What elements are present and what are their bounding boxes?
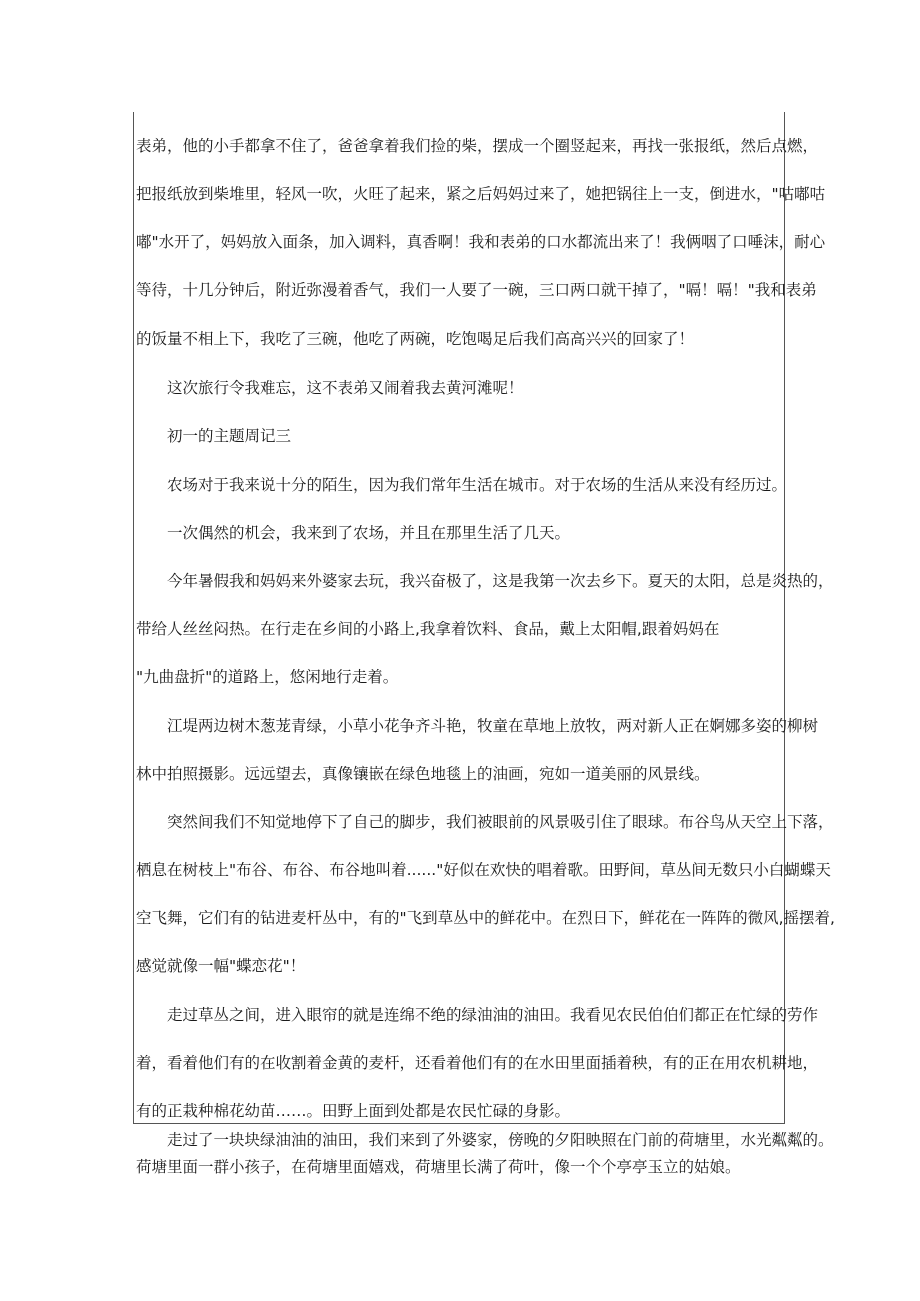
paragraph-line: 等待，十几分钟后，附近弥漫着香气，我们一人要了一碗，三口两口就干掉了，"嗝！嗝！"我和表弟 bbox=[136, 281, 817, 299]
paragraph-line: 一次偶然的机会，我来到了农场，并且在那里生活了几天。 bbox=[167, 524, 571, 542]
paragraph-line: 农场对于我来说十分的陌生，因为我们常年生活在城市。对于农场的生活从来没有经历过。 bbox=[167, 476, 788, 494]
paragraph-line: 今年暑假我和妈妈来外婆家去玩，我兴奋极了，这是我第一次去乡下。夏天的太阳，总是炎热的， bbox=[167, 572, 834, 590]
paragraph-line: 突然间我们不知觉地停下了自己的脚步，我们被眼前的风景吸引住了眼球。布谷鸟从天空上下落， bbox=[167, 813, 834, 831]
paragraph-line: 把报纸放到柴堆里，轻风一吹，火旺了起来，紧之后妈妈过来了，她把锅往上一支，倒进水，"咕嘟咕 bbox=[136, 185, 826, 203]
paragraph-line: 荷塘里面一群小孩子，在荷塘里面嬉戏，荷塘里长满了荷叶，像一个个亭亭玉立的姑娘。 bbox=[136, 1158, 741, 1176]
paragraph-line: 有的正栽种棉花幼苗……。田野上面到处都是农民忙碌的身影。 bbox=[136, 1102, 571, 1120]
paragraph-line: 江堤两边树木葱茏青绿，小草小花争齐斗艳，牧童在草地上放牧，两对新人正在婀娜多姿的柳树 bbox=[167, 717, 819, 735]
section-heading: 初一的主题周记三 bbox=[167, 427, 292, 445]
paragraph-line: 感觉就像一幅"蝶恋花"！ bbox=[136, 957, 306, 975]
paragraph-line: 着，看着他们有的在收割着金黄的麦杆，还看着他们有的在水田里面插着秧，有的正在用农机耕地， bbox=[136, 1054, 819, 1072]
paragraph-line: 嘟"水开了，妈妈放入面条，加入调料，真香啊！我和表弟的口水都流出来了！我俩咽了口唾沫，耐心 bbox=[136, 233, 826, 251]
paragraph-line: 的饭量不相上下，我吃了三碗，他吃了两碗，吃饱喝足后我们高高兴兴的回家了！ bbox=[136, 330, 695, 348]
paragraph-line: 走过草丛之间，进入眼帘的就是连绵不绝的绿油油的油田。我看见农民伯伯们都正在忙绿的劳作 bbox=[167, 1006, 819, 1024]
paragraph-line: 这次旅行令我难忘，这不表弟又闹着我去黄河滩呢！ bbox=[167, 379, 524, 397]
paragraph-line: 林中拍照摄影。远远望去，真像镶嵌在绿色地毯上的油画，宛如一道美丽的风景线。 bbox=[136, 765, 710, 783]
paragraph-line: 走过了一块块绿油油的油田，我们来到了外婆家，傍晚的夕阳映照在门前的荷塘里，水光粼粼的。 bbox=[167, 1131, 834, 1149]
paragraph-line: 带给人丝丝闷热。在行走在乡间的小路上,我拿着饮料、食品，戴上太阳帽,跟着妈妈在 bbox=[136, 620, 720, 638]
paragraph-line: 空飞舞，它们有的钻进麦杆丛中，有的"飞到草丛中的鲜花中。在烈日下，鲜花在一阵阵的微风,摇摆着, bbox=[136, 909, 835, 927]
paragraph-line: 栖息在树枝上"布谷、布谷、布谷地叫着......"好似在欢快的唱着歌。田野间，草丛间无数只小白蝴蝶天 bbox=[136, 861, 831, 879]
paragraph-line: "九曲盘折"的道路上，悠闲地行走着。 bbox=[136, 668, 399, 686]
paragraph-line: 表弟，他的小手都拿不住了，爸爸拿着我们捡的柴，摆成一个圈竖起来，再找一张报纸，然后点燃， bbox=[136, 137, 819, 155]
